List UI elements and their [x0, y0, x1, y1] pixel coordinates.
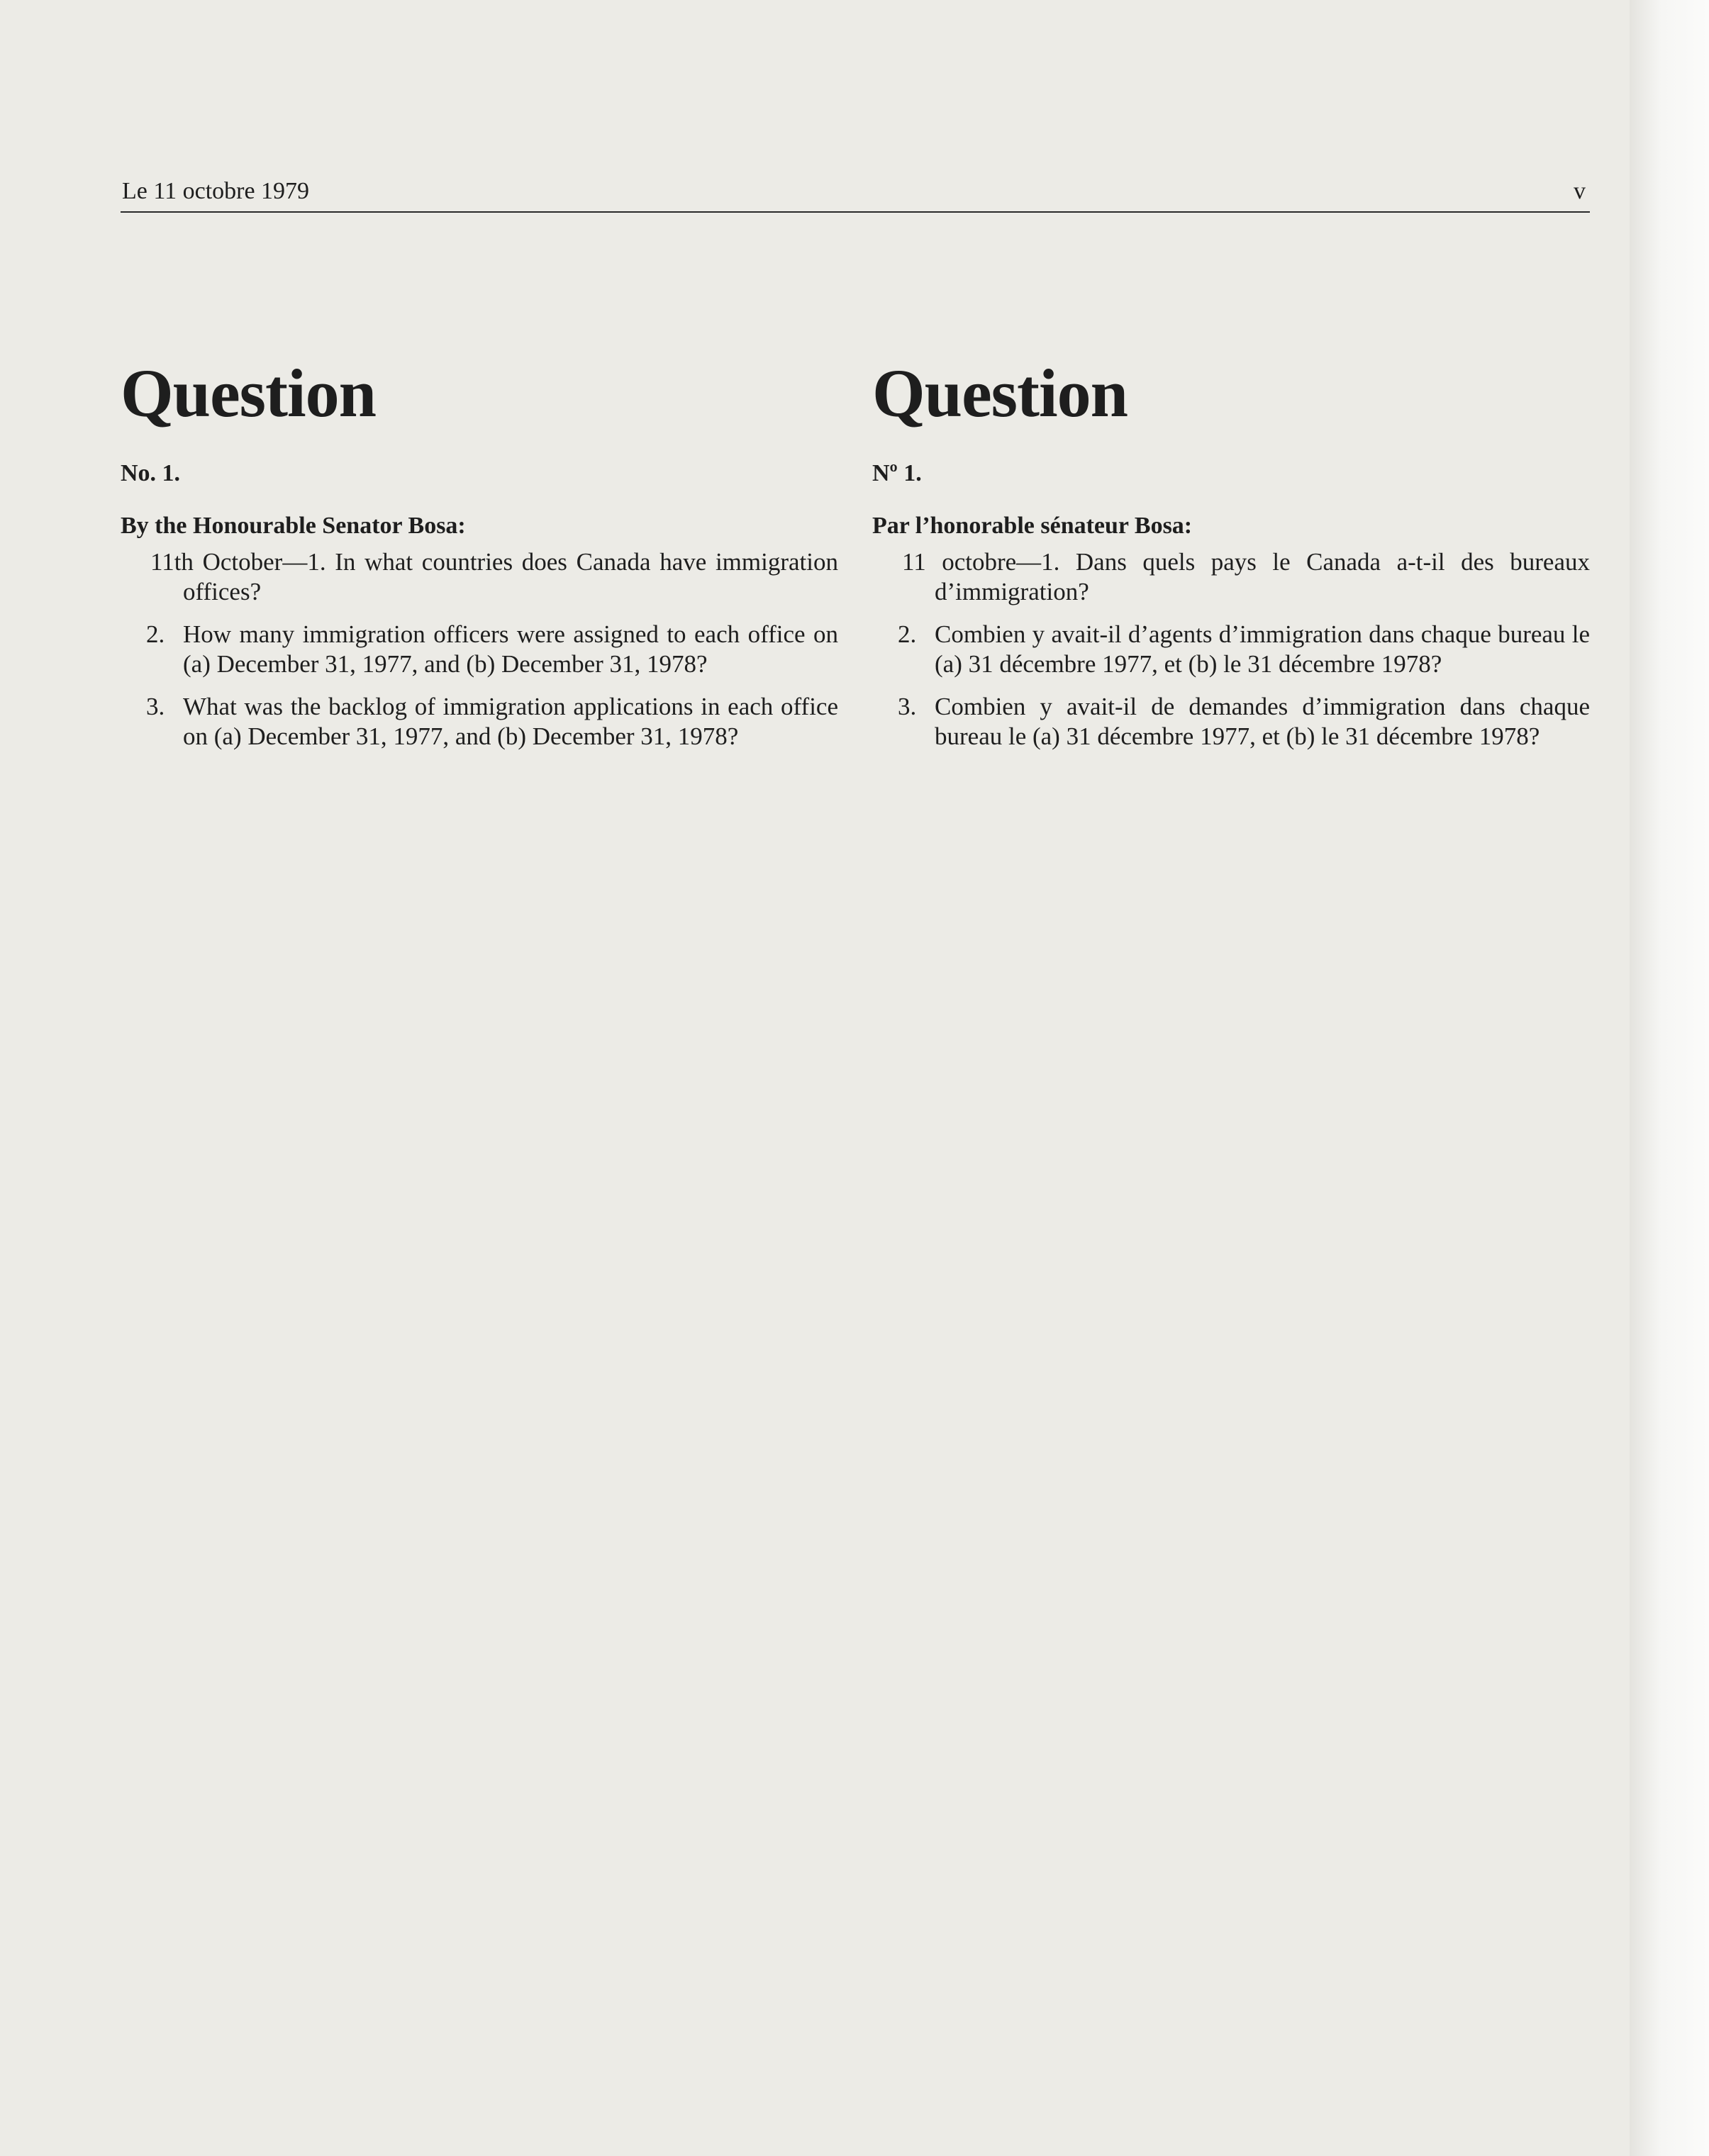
list-item-text: 11th October—1. In what countries does Canada have immigration offices? [150, 548, 838, 605]
list-item-text: Combien y avait-il de demandes d’immigration dans chaque bureau le (a) 31 décembre 1977, et (b) le 31 décembre 1978? [935, 693, 1590, 750]
list-item-number: 3. [146, 693, 165, 720]
list-item-text: Combien y avait-il d’agents d’immigration dans chaque bureau le (a) 31 décembre 1977, et (b) le 31 décembre 1978? [935, 620, 1590, 678]
list-item-text: What was the backlog of immigration applications in each office on (a) December 31, 1977, and (b) December 31, 1978? [183, 693, 838, 750]
page-edge [1630, 0, 1709, 2156]
list-item [121, 547, 838, 607]
french-column [872, 354, 1590, 764]
english-column [121, 354, 838, 764]
list-item-number: 2. [146, 620, 165, 648]
list-item-text: How many immigration officers were assigned to each office on (a) December 31, 1977, and (b) December 31, 1978? [183, 620, 838, 678]
english-asked-by: By the Honourable Senator Bosa: [121, 513, 466, 539]
list-item [872, 692, 1590, 752]
english-question-number: No. 1. [121, 460, 181, 486]
english-heading: Question [121, 355, 377, 431]
running-header [121, 176, 1590, 213]
header-date: Le 11 octobre 1979 [122, 178, 310, 204]
page-number: v [1574, 178, 1586, 204]
list-item [121, 692, 838, 752]
list-item [872, 547, 1590, 607]
french-heading: Question [872, 355, 1128, 431]
french-question-number: Nº 1. [872, 460, 922, 486]
list-item-number: 3. [898, 693, 917, 720]
list-item-text: 11 octobre—1. Dans quels pays le Canada a-t-il des bureaux d’immigration? [902, 548, 1590, 605]
list-item-number: 2. [898, 620, 917, 648]
french-question-list [872, 547, 1590, 752]
english-question-list [121, 547, 838, 752]
french-asked-by: Par l’honorable sénateur Bosa: [872, 513, 1193, 539]
list-item [872, 620, 1590, 679]
list-item [121, 620, 838, 679]
